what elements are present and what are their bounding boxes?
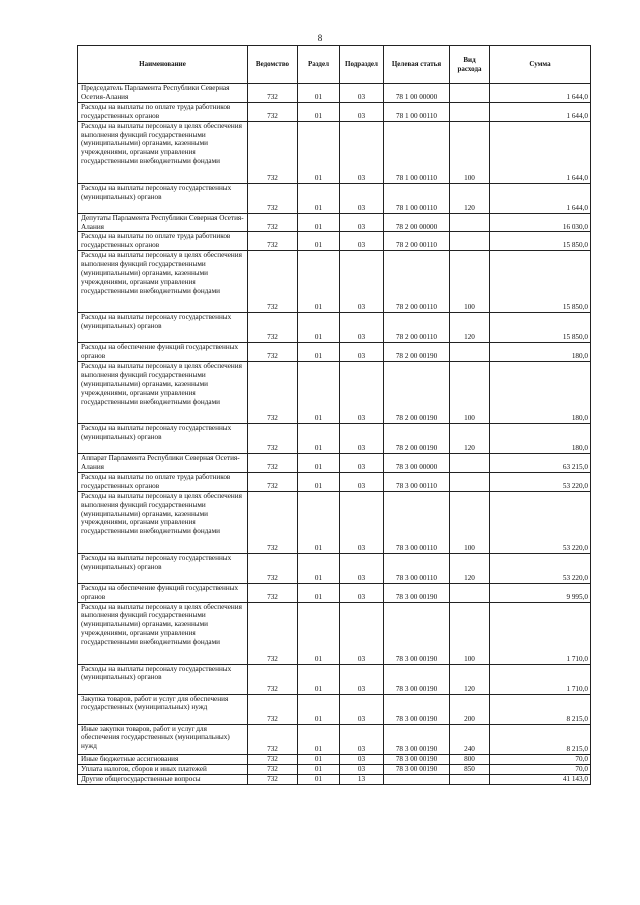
cell-exp-type: 100	[450, 602, 490, 664]
cell-dept: 732	[248, 754, 298, 764]
cell-exp-type: 200	[450, 694, 490, 724]
cell-name: Расходы на выплаты персоналу государственных (муниципальных) органов	[78, 424, 248, 454]
cell-target: 78 3 00 00190	[384, 583, 450, 602]
cell-sum: 180,0	[490, 362, 591, 424]
cell-name: Расходы на выплаты персоналу в целях обеспечения выполнения функций государственными (муниципальными) органами, казенными учреждениями, органами управления государственными внебюджетными фондами	[78, 121, 248, 183]
budget-table	[77, 45, 591, 785]
cell-target: 78 3 00 00000	[384, 454, 450, 473]
header-name: Наименование	[78, 46, 248, 84]
cell-target: 78 2 00 00190	[384, 362, 450, 424]
cell-subsection: 03	[340, 472, 384, 491]
cell-dept: 732	[248, 774, 298, 784]
cell-subsection: 03	[340, 343, 384, 362]
cell-name: Расходы на выплаты по оплате труда работников государственных органов	[78, 102, 248, 121]
cell-section: 01	[298, 583, 340, 602]
cell-subsection: 03	[340, 84, 384, 103]
cell-target: 78 3 00 00190	[384, 664, 450, 694]
cell-name: Расходы на выплаты персоналу в целях обеспечения выполнения функций государственными (муниципальными) органами, казенными учреждениями, органами управления государственными внебюджетными фондами	[78, 362, 248, 424]
cell-sum: 1 710,0	[490, 664, 591, 694]
cell-subsection: 03	[340, 232, 384, 251]
table-header-row	[78, 46, 591, 84]
cell-name: Расходы на выплаты персоналу государственных (муниципальных) органов	[78, 313, 248, 343]
cell-section: 01	[298, 121, 340, 183]
cell-name: Депутаты Парламента Республики Северная Осетия-Алания	[78, 213, 248, 232]
cell-sum: 1 644,0	[490, 84, 591, 103]
cell-exp-type: 240	[450, 724, 490, 754]
cell-name: Расходы на выплаты персоналу государственных (муниципальных) органов	[78, 183, 248, 213]
cell-sum: 1 644,0	[490, 102, 591, 121]
header-exp-type: Вид расхода	[450, 46, 490, 84]
cell-target: 78 1 00 00000	[384, 84, 450, 103]
cell-exp-type	[450, 774, 490, 784]
cell-subsection: 03	[340, 694, 384, 724]
cell-sum: 16 030,0	[490, 213, 591, 232]
cell-exp-type: 100	[450, 491, 490, 553]
cell-sum: 8 215,0	[490, 724, 591, 754]
table-row	[78, 251, 591, 313]
cell-sum: 15 850,0	[490, 251, 591, 313]
cell-exp-type	[450, 583, 490, 602]
cell-section: 01	[298, 84, 340, 103]
cell-section: 01	[298, 362, 340, 424]
cell-name: Расходы на выплаты по оплате труда работников государственных органов	[78, 232, 248, 251]
table-row	[78, 774, 591, 784]
cell-sum: 63 215,0	[490, 454, 591, 473]
cell-subsection: 03	[340, 754, 384, 764]
cell-exp-type	[450, 232, 490, 251]
cell-dept: 732	[248, 121, 298, 183]
cell-subsection: 03	[340, 251, 384, 313]
cell-exp-type: 850	[450, 764, 490, 774]
cell-exp-type: 100	[450, 121, 490, 183]
cell-subsection: 03	[340, 313, 384, 343]
cell-subsection: 03	[340, 764, 384, 774]
cell-dept: 732	[248, 724, 298, 754]
table-row	[78, 232, 591, 251]
cell-exp-type: 120	[450, 183, 490, 213]
cell-subsection: 03	[340, 454, 384, 473]
cell-section: 01	[298, 694, 340, 724]
cell-name: Расходы на выплаты персоналу в целях обеспечения выполнения функций государственными (муниципальными) органами, казенными учреждениями, органами управления государственными внебюджетными фондами	[78, 491, 248, 553]
table-row	[78, 583, 591, 602]
cell-section: 01	[298, 553, 340, 583]
cell-subsection: 03	[340, 183, 384, 213]
cell-dept: 732	[248, 84, 298, 103]
header-dept: Ведомство	[248, 46, 298, 84]
cell-section: 01	[298, 491, 340, 553]
cell-name: Закупка товаров, работ и услуг для обеспечения государственных (муниципальных) нужд	[78, 694, 248, 724]
cell-sum: 70,0	[490, 764, 591, 774]
cell-target: 78 1 00 00110	[384, 121, 450, 183]
cell-name: Председатель Парламента Республики Северная Осетия-Алания	[78, 84, 248, 103]
table-row	[78, 84, 591, 103]
cell-name: Расходы на выплаты по оплате труда работников государственных органов	[78, 472, 248, 491]
cell-target: 78 3 00 00190	[384, 764, 450, 774]
table-row	[78, 694, 591, 724]
cell-subsection: 03	[340, 602, 384, 664]
cell-target	[384, 774, 450, 784]
cell-section: 01	[298, 232, 340, 251]
cell-subsection: 03	[340, 213, 384, 232]
header-section: Раздел	[298, 46, 340, 84]
cell-subsection: 03	[340, 553, 384, 583]
cell-target: 78 2 00 00110	[384, 251, 450, 313]
cell-section: 01	[298, 213, 340, 232]
cell-dept: 732	[248, 694, 298, 724]
table-body	[78, 84, 591, 785]
table-row	[78, 602, 591, 664]
cell-exp-type: 120	[450, 313, 490, 343]
cell-exp-type: 100	[450, 251, 490, 313]
cell-section: 01	[298, 343, 340, 362]
cell-target: 78 3 00 00110	[384, 553, 450, 583]
cell-section: 01	[298, 764, 340, 774]
cell-sum: 1 644,0	[490, 121, 591, 183]
cell-section: 01	[298, 183, 340, 213]
cell-name: Расходы на выплаты персоналу государственных (муниципальных) органов	[78, 664, 248, 694]
cell-sum: 15 850,0	[490, 313, 591, 343]
cell-dept: 732	[248, 764, 298, 774]
cell-sum: 1 710,0	[490, 602, 591, 664]
table-row	[78, 454, 591, 473]
cell-section: 01	[298, 454, 340, 473]
cell-name: Уплата налогов, сборов и иных платежей	[78, 764, 248, 774]
cell-section: 01	[298, 424, 340, 454]
cell-section: 01	[298, 472, 340, 491]
table-row	[78, 724, 591, 754]
cell-subsection: 03	[340, 102, 384, 121]
cell-subsection: 03	[340, 491, 384, 553]
cell-target: 78 3 00 00190	[384, 754, 450, 764]
cell-dept: 732	[248, 102, 298, 121]
cell-sum: 1 644,0	[490, 183, 591, 213]
cell-dept: 732	[248, 472, 298, 491]
cell-section: 01	[298, 313, 340, 343]
cell-sum: 9 995,0	[490, 583, 591, 602]
cell-subsection: 03	[340, 724, 384, 754]
cell-target: 78 3 00 00110	[384, 491, 450, 553]
cell-name: Расходы на обеспечение функций государственных органов	[78, 343, 248, 362]
cell-dept: 732	[248, 362, 298, 424]
table-row	[78, 213, 591, 232]
table-row	[78, 313, 591, 343]
cell-section: 01	[298, 664, 340, 694]
cell-target: 78 1 00 00110	[384, 102, 450, 121]
cell-dept: 732	[248, 213, 298, 232]
cell-exp-type	[450, 213, 490, 232]
cell-sum: 8 215,0	[490, 694, 591, 724]
table-row	[78, 664, 591, 694]
cell-exp-type	[450, 102, 490, 121]
table-row	[78, 362, 591, 424]
cell-name: Расходы на выплаты персоналу в целях обеспечения выполнения функций государственными (муниципальными) органами, казенными учреждениями, органами управления государственными внебюджетными фондами	[78, 251, 248, 313]
cell-section: 01	[298, 602, 340, 664]
cell-target: 78 3 00 00190	[384, 694, 450, 724]
cell-exp-type: 120	[450, 664, 490, 694]
cell-sum: 70,0	[490, 754, 591, 764]
cell-dept: 732	[248, 343, 298, 362]
cell-sum: 41 143,0	[490, 774, 591, 784]
cell-section: 01	[298, 251, 340, 313]
cell-name: Расходы на выплаты персоналу государственных (муниципальных) органов	[78, 553, 248, 583]
cell-subsection: 03	[340, 362, 384, 424]
cell-name: Иные закупки товаров, работ и услуг для обеспечения государственных (муниципальных) нужд	[78, 724, 248, 754]
cell-name: Другие общегосударственные вопросы	[78, 774, 248, 784]
cell-subsection: 03	[340, 664, 384, 694]
cell-target: 78 2 00 00190	[384, 343, 450, 362]
table-row	[78, 764, 591, 774]
cell-name: Расходы на выплаты персоналу в целях обеспечения выполнения функций государственными (муниципальными) органами, казенными учреждениями, органами управления государственными внебюджетными фондами	[78, 602, 248, 664]
cell-subsection: 03	[340, 583, 384, 602]
cell-dept: 732	[248, 491, 298, 553]
cell-dept: 732	[248, 553, 298, 583]
cell-sum: 53 220,0	[490, 472, 591, 491]
table-row	[78, 102, 591, 121]
cell-target: 78 1 00 00110	[384, 183, 450, 213]
cell-subsection: 13	[340, 774, 384, 784]
header-sum: Сумма	[490, 46, 591, 84]
cell-dept: 732	[248, 183, 298, 213]
cell-dept: 732	[248, 424, 298, 454]
page-number: 8	[317, 33, 323, 43]
cell-subsection: 03	[340, 424, 384, 454]
table-row	[78, 754, 591, 764]
cell-name: Иные бюджетные ассигнования	[78, 754, 248, 764]
cell-exp-type: 120	[450, 424, 490, 454]
cell-section: 01	[298, 102, 340, 121]
cell-sum: 180,0	[490, 343, 591, 362]
table-row	[78, 553, 591, 583]
cell-dept: 732	[248, 664, 298, 694]
cell-exp-type	[450, 454, 490, 473]
cell-exp-type: 800	[450, 754, 490, 764]
header-target: Целевая статья	[384, 46, 450, 84]
cell-target: 78 2 00 00190	[384, 424, 450, 454]
cell-sum: 53 220,0	[490, 491, 591, 553]
cell-target: 78 3 00 00110	[384, 472, 450, 491]
cell-dept: 732	[248, 251, 298, 313]
cell-dept: 732	[248, 583, 298, 602]
cell-target: 78 2 00 00110	[384, 313, 450, 343]
cell-exp-type: 100	[450, 362, 490, 424]
cell-target: 78 3 00 00190	[384, 602, 450, 664]
cell-exp-type	[450, 84, 490, 103]
cell-target: 78 2 00 00110	[384, 232, 450, 251]
cell-name: Расходы на обеспечение функций государственных органов	[78, 583, 248, 602]
cell-section: 01	[298, 724, 340, 754]
cell-target: 78 3 00 00190	[384, 724, 450, 754]
cell-name: Аппарат Парламента Республики Северная Осетия-Алания	[78, 454, 248, 473]
cell-dept: 732	[248, 602, 298, 664]
cell-exp-type	[450, 343, 490, 362]
cell-sum: 53 220,0	[490, 553, 591, 583]
cell-target: 78 2 00 00000	[384, 213, 450, 232]
cell-dept: 732	[248, 232, 298, 251]
cell-subsection: 03	[340, 121, 384, 183]
cell-exp-type	[450, 472, 490, 491]
cell-sum: 15 850,0	[490, 232, 591, 251]
cell-dept: 732	[248, 313, 298, 343]
table-row	[78, 343, 591, 362]
header-subsection: Подраздел	[340, 46, 384, 84]
table-row	[78, 424, 591, 454]
cell-dept: 732	[248, 454, 298, 473]
cell-sum: 180,0	[490, 424, 591, 454]
cell-section: 01	[298, 774, 340, 784]
table-row	[78, 472, 591, 491]
table-row	[78, 183, 591, 213]
table-row	[78, 491, 591, 553]
cell-exp-type: 120	[450, 553, 490, 583]
table-row	[78, 121, 591, 183]
cell-section: 01	[298, 754, 340, 764]
